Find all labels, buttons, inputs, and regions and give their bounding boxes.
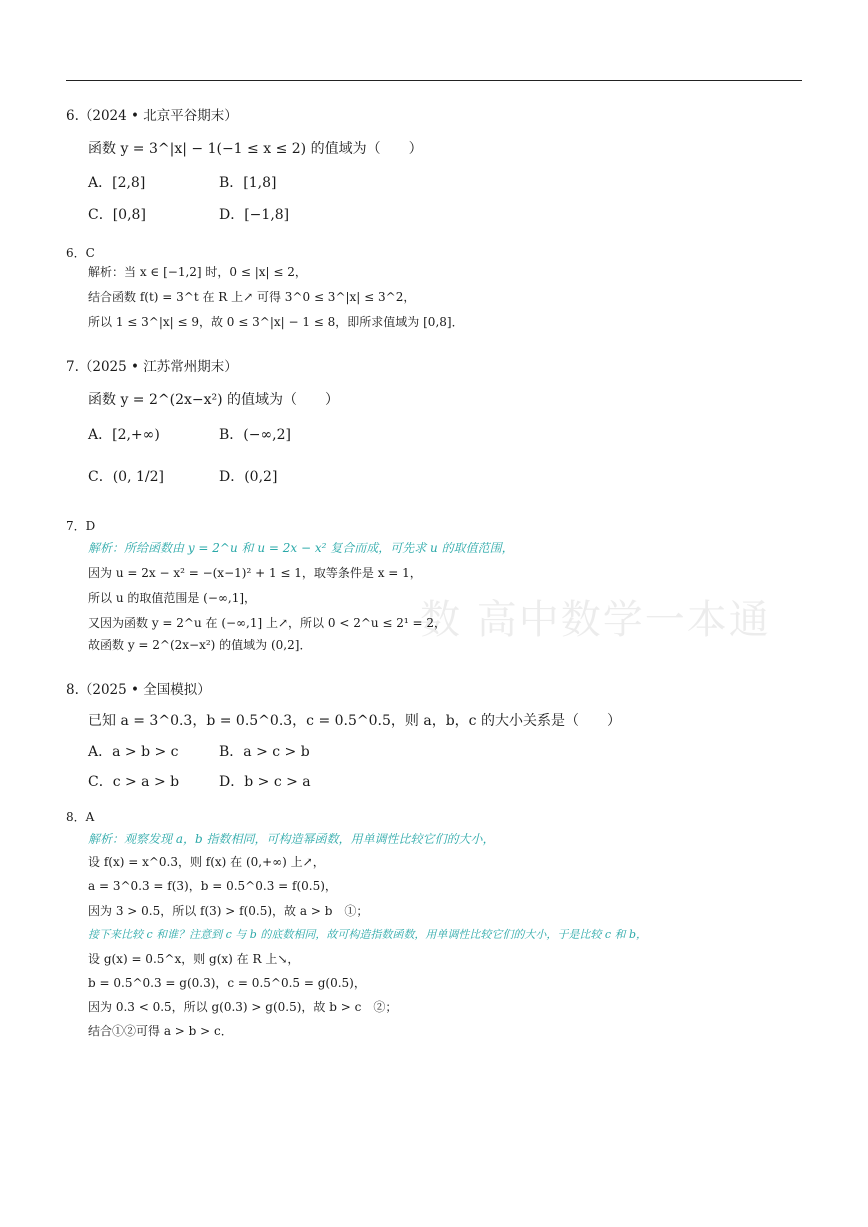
question-6-option-b: B．[1,8] [219,175,277,191]
solution-7-line-5: 故函数 y = 2^(2x−x²) 的值域为 (0,2]． [88,638,312,652]
solution-8-line-1: 解析：观察发现 a，b 指数相同，可构造幂函数，用单调性比较它们的大小， [88,832,495,846]
question-8-option-c: C．c > a > b [88,774,180,790]
question-7-stem: 函数 y = 2^(2x−x²) 的值域为（ ） [88,392,340,408]
answer-6: 6．C [66,246,95,260]
solution-7-line-2: 因为 u = 2x − x² = −(x−1)² + 1 ≤ 1，取等条件是 x = 1， [88,566,422,580]
solution-8-line-6: 设 g(x) = 0.5^x，则 g(x) 在 R 上↘， [88,952,300,966]
question-7-option-c: C．(0, 1/2] [88,469,164,485]
question-7-option-d: D．(0,2] [219,469,278,485]
solution-8-line-7: b = 0.5^0.3 = g(0.3)，c = 0.5^0.5 = g(0.5)， [88,976,366,990]
question-8-option-b: B．a > c > b [219,744,310,760]
solution-6-line-2: 结合函数 f(t) = 3^t 在 R 上↗ 可得 3^0 ≤ 3^|x| ≤ 3^2， [88,290,416,304]
solution-8-line-2: 设 f(x) = x^0.3，则 f(x) 在 (0,+∞) 上↗， [88,855,325,869]
solution-7-line-4: 又因为函数 y = 2^u 在 (−∞,1] 上↗，所以 0 < 2^u ≤ 2¹ = 2， [88,616,447,630]
solution-8-line-9: 结合①②可得 a > b > c． [88,1024,233,1038]
solution-8-line-4: 因为 3 > 0.5，所以 f(3) > f(0.5)，故 a > b ①； [88,904,369,918]
question-8-stem: 已知 a = 3^0.3，b = 0.5^0.3，c = 0.5^0.5，则 a，b，c 的大小关系是（ ） [88,713,621,729]
question-7-option-a: A．[2,+∞) [88,427,160,443]
header-rule [66,80,802,81]
solution-6-line-1: 解析：当 x ∈ [−1,2] 时，0 ≤ |x| ≤ 2， [88,265,307,279]
watermark: 数 高中数学一本通 [420,597,771,643]
question-8-header: 8.（2025 • 全国模拟） [66,682,211,698]
solution-8-line-3: a = 3^0.3 = f(3)，b = 0.5^0.3 = f(0.5)， [88,879,337,893]
question-8-option-a: A．a > b > c [88,744,179,760]
solution-6-line-3: 所以 1 ≤ 3^|x| ≤ 9，故 0 ≤ 3^|x| − 1 ≤ 8，即所求值域为 [0,8]． [88,315,464,329]
solution-8-line-5: 接下来比较 c 和谁？注意到 c 与 b 的底数相同，故可构造指数函数，用单调性比较它们的大小，于是比较 c 和 b， [88,928,648,941]
question-6-stem: 函数 y = 3^|x| − 1(−1 ≤ x ≤ 2) 的值域为（ ） [88,141,423,157]
question-8-option-d: D．b > c > a [219,774,311,790]
solution-8-line-8: 因为 0.3 < 0.5，所以 g(0.3) > g(0.5)，故 b > c ②； [88,1000,398,1014]
question-6-option-d: D．[−1,8] [219,207,290,223]
question-6-header: 6.（2024 • 北京平谷期末） [66,108,238,124]
question-6-option-c: C．[0,8] [88,207,146,223]
question-7-option-b: B．(−∞,2] [219,427,291,443]
solution-7-line-1: 解析：所给函数由 y = 2^u 和 u = 2x − x² 复合而成，可先求 u 的取值范围， [88,541,514,555]
answer-8: 8．A [66,810,95,824]
answer-7: 7．D [66,519,96,533]
question-6-option-a: A．[2,8] [88,175,146,191]
solution-7-line-3: 所以 u 的取值范围是 (−∞,1]， [88,591,257,605]
question-7-header: 7.（2025 • 江苏常州期末） [66,359,238,375]
